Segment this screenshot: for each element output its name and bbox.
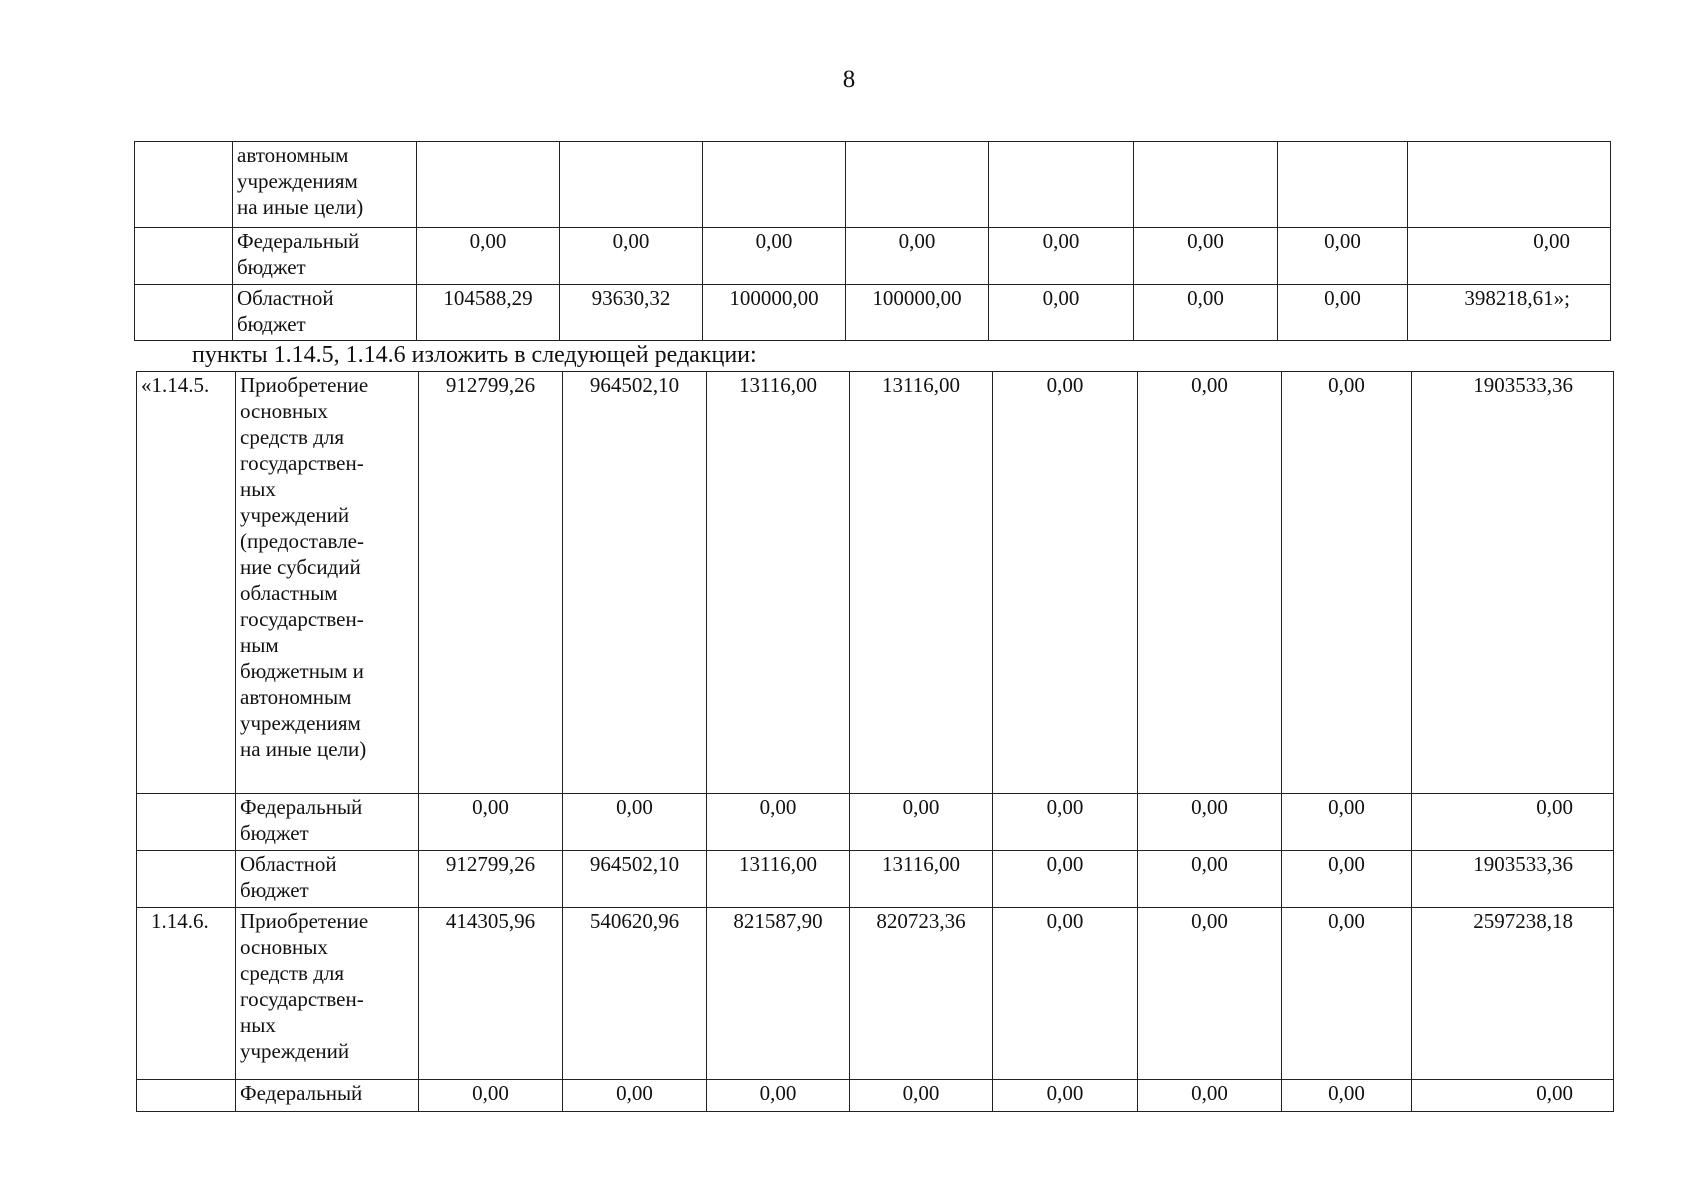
total-cell: 1903533,36 [1412,851,1614,908]
value-cell: 13116,00 [707,372,850,794]
row-label: Приобретение основных средств для государствен- ных учреждений (предоставле- ние субсидий областным государствен- ным бюджетным и автономным учреждениям на иные цели) [236,372,419,794]
value-cell: 0,00 [1278,285,1408,341]
total-cell [1408,142,1611,228]
value-cell [703,142,846,228]
total-cell: 0,00 [1412,1080,1614,1112]
row-label: Областной бюджет [236,851,419,908]
table-row [135,228,1611,285]
value-cell: 0,00 [1134,228,1278,285]
table-row [135,142,1611,228]
table-row [137,794,1614,851]
value-cell: 0,00 [1282,372,1412,794]
value-cell: 104588,29 [417,285,560,341]
value-cell: 0,00 [989,228,1134,285]
value-cell: 0,00 [419,1080,563,1112]
value-cell: 0,00 [560,228,703,285]
row-label: Федеральный [236,1080,419,1112]
value-cell: 0,00 [563,1080,707,1112]
row-label: Областной бюджет [233,285,417,341]
value-cell: 13116,00 [850,372,993,794]
value-cell: 0,00 [1134,285,1278,341]
value-cell: 0,00 [1282,1080,1412,1112]
total-cell: 0,00 [1408,228,1611,285]
value-cell: 0,00 [989,285,1134,341]
value-cell: 964502,10 [563,372,707,794]
value-cell: 0,00 [850,794,993,851]
value-cell: 93630,32 [560,285,703,341]
total-cell: 398218,61»; [1408,285,1611,341]
value-cell: 0,00 [1278,228,1408,285]
value-cell [1134,142,1278,228]
page-number: 8 [842,66,856,93]
table-row [135,285,1611,341]
value-cell [417,142,560,228]
total-cell: 2597238,18 [1412,908,1614,1080]
row-label: автономным учреждениям на иные цели) [233,142,417,228]
total-cell: 0,00 [1412,794,1614,851]
value-cell: 100000,00 [846,285,989,341]
value-cell: 0,00 [1138,372,1282,794]
row-label: Приобретение основных средств для государствен- ных учреждений [236,908,419,1080]
row-code: «1.14.5. [137,372,236,794]
row-code [135,142,233,228]
value-cell: 0,00 [1138,851,1282,908]
value-cell: 0,00 [993,908,1138,1080]
value-cell: 0,00 [993,1080,1138,1112]
value-cell: 0,00 [1138,794,1282,851]
value-cell [989,142,1134,228]
value-cell: 13116,00 [707,851,850,908]
total-cell: 1903533,36 [1412,372,1614,794]
value-cell: 964502,10 [563,851,707,908]
row-label: Федеральный бюджет [236,794,419,851]
value-cell [1278,142,1408,228]
value-cell: 0,00 [703,228,846,285]
value-cell: 0,00 [1282,908,1412,1080]
value-cell: 0,00 [850,1080,993,1112]
row-code: 1.14.6. [137,908,236,1080]
row-code [137,1080,236,1112]
budget-table-continuation [134,141,1611,341]
table-row [137,1080,1614,1112]
row-code [135,285,233,341]
value-cell: 0,00 [707,794,850,851]
budget-table [136,371,1614,1112]
value-cell: 0,00 [417,228,560,285]
value-cell: 540620,96 [563,908,707,1080]
value-cell: 100000,00 [703,285,846,341]
table-row [137,372,1614,794]
row-code [137,794,236,851]
value-cell: 821587,90 [707,908,850,1080]
table-row [137,851,1614,908]
value-cell: 13116,00 [850,851,993,908]
value-cell [846,142,989,228]
value-cell: 912799,26 [419,372,563,794]
value-cell: 0,00 [1282,794,1412,851]
value-cell: 0,00 [993,794,1138,851]
row-code [135,228,233,285]
intro-text: пункты 1.14.5, 1.14.6 изложить в следующей редакции: [192,342,757,368]
row-code [137,851,236,908]
value-cell: 0,00 [993,372,1138,794]
value-cell: 0,00 [563,794,707,851]
row-label: Федеральный бюджет [233,228,417,285]
value-cell: 0,00 [707,1080,850,1112]
value-cell: 0,00 [1138,908,1282,1080]
value-cell: 0,00 [993,851,1138,908]
value-cell: 414305,96 [419,908,563,1080]
value-cell: 0,00 [419,794,563,851]
value-cell: 912799,26 [419,851,563,908]
value-cell: 0,00 [1138,1080,1282,1112]
value-cell: 0,00 [846,228,989,285]
value-cell [560,142,703,228]
table-row [137,908,1614,1080]
value-cell: 820723,36 [850,908,993,1080]
value-cell: 0,00 [1282,851,1412,908]
